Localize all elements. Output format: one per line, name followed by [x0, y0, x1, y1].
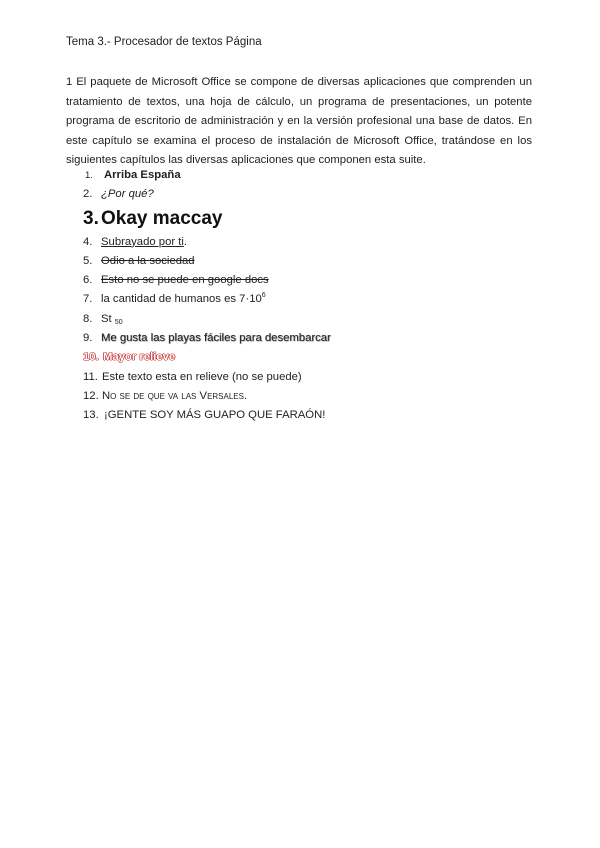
- list-item-4: [66, 233, 536, 252]
- list-item-6: [66, 271, 536, 290]
- list-number: 5.: [83, 254, 93, 267]
- page-header: Tema 3.- Procesador de textos Página: [66, 36, 262, 48]
- list-number: 12.: [83, 389, 99, 402]
- list-text-bold: Arriba España: [104, 169, 181, 181]
- list-text: Este texto esta en relieve (no se puede): [102, 370, 302, 383]
- list-text-uppercase: ¡GENTE SOY MÁS GUAPO QUE FARAÓN!: [104, 409, 326, 422]
- list-text-outline-red: Mayor relieve: [103, 351, 176, 364]
- subscript: 50: [114, 318, 123, 326]
- numbered-list: [66, 166, 536, 426]
- list-number: 11.: [83, 370, 98, 383]
- list-text-double-strikethrough: Esto no se puede en google docs: [101, 274, 269, 287]
- list-number: 7.: [83, 293, 93, 306]
- list-text-large: Okay maccay: [101, 207, 223, 229]
- list-text: St: [101, 312, 112, 325]
- list-text-shadow: Me gusta las playas fáciles para desembarcar: [101, 332, 331, 345]
- list-item-1: [66, 166, 536, 185]
- list-item-9: [66, 329, 536, 348]
- list-text-italic: ¿Por qué?: [101, 188, 154, 201]
- list-item-12: [66, 387, 536, 406]
- list-number: 9.: [83, 332, 93, 345]
- list-text-subscript-line: [101, 310, 123, 329]
- list-item-5: [66, 252, 536, 271]
- list-item-11: [66, 368, 536, 387]
- list-number: 8.: [83, 312, 93, 325]
- list-number: 13.: [83, 409, 99, 422]
- list-item-7: [66, 290, 536, 309]
- list-text-superscript-line: [101, 290, 266, 309]
- superscript: 6: [261, 292, 266, 300]
- list-text-small-caps: No se de que va las Versales.: [102, 389, 248, 402]
- list-number: 2.: [83, 188, 93, 201]
- list-number: 3.: [83, 207, 99, 229]
- list-text: la cantidad de humanos es 7·10: [101, 293, 262, 306]
- list-number: 4.: [83, 235, 93, 248]
- list-text-strikethrough: Odio a la sociedad: [101, 254, 195, 267]
- list-item-10: [66, 348, 536, 367]
- list-item-2: [66, 185, 536, 204]
- list-number: 1.: [85, 170, 93, 181]
- list-text-period: .: [183, 235, 188, 248]
- list-item-3: [66, 205, 536, 233]
- list-item-8: [66, 310, 536, 329]
- list-item-13: [66, 406, 536, 425]
- list-number: 6.: [83, 274, 93, 287]
- list-number: 10.: [83, 351, 99, 364]
- intro-paragraph: 1 El paquete de Microsoft Office se compone de diversas aplicaciones que comprenden un tratamiento de textos, una hoja de cálculo, un programa de presentaciones, un potente programa de escritorio de administración y en la versión profesional una base de datos. En este capítulo se examina el proceso de instalación de Microsoft Office, tratándose en los siguientes capítulos las diversas aplicaciones que componen esta suite.: [66, 76, 532, 167]
- list-text-underlined: Subrayado por ti: [101, 235, 184, 248]
